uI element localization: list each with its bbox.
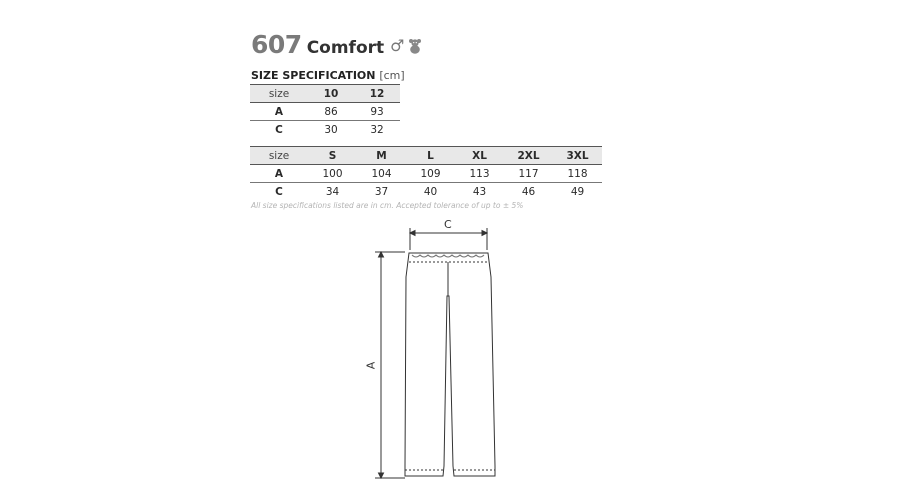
tolerance-note: All size specifications listed are in cm. Accepted tolerance of up to ± 5% [251, 201, 524, 210]
header-cell: size [250, 147, 308, 165]
pants-outline [405, 253, 495, 476]
header-cell: 10 [308, 85, 354, 103]
table-cell: 86 [308, 103, 354, 121]
table-cell: 46 [521, 185, 536, 198]
spec-title: SIZE SPECIFICATION [251, 69, 376, 82]
spec-unit: [cm] [379, 69, 405, 82]
table-cell: 104 [357, 165, 406, 183]
row-label: A [250, 165, 308, 183]
male-symbol-icon: ♂ [390, 36, 405, 55]
header-cell: 12 [354, 85, 400, 103]
table-cell: 34 [325, 185, 340, 198]
product-code: 607 [251, 30, 302, 59]
table-cell: 49 [570, 185, 585, 198]
header-cell: L [406, 147, 455, 165]
table-cell: 93 [354, 103, 400, 121]
table-cell: 37 [374, 185, 389, 198]
dimension-c-label: C [444, 218, 452, 231]
table-cell: 32 [370, 123, 384, 136]
row-label: C [275, 185, 283, 198]
header-cell: size [250, 85, 308, 103]
table-cell: 118 [553, 165, 602, 183]
header-cell: S [308, 147, 357, 165]
table-cell: 100 [308, 165, 357, 183]
product-name: Comfort [306, 38, 385, 58]
row-label: C [275, 123, 283, 136]
table-cell: 113 [455, 165, 504, 183]
table-cell: 109 [406, 165, 455, 183]
table-cell: 117 [504, 165, 553, 183]
header-cell: 2XL [504, 147, 553, 165]
dimension-a-label: A [364, 361, 378, 370]
header-cell: XL [455, 147, 504, 165]
header-cell: M [357, 147, 406, 165]
header-cell: 3XL [553, 147, 602, 165]
row-label: A [250, 103, 308, 121]
table-cell: 43 [472, 185, 487, 198]
table-cell: 30 [324, 123, 338, 136]
table-cell: 40 [423, 185, 438, 198]
